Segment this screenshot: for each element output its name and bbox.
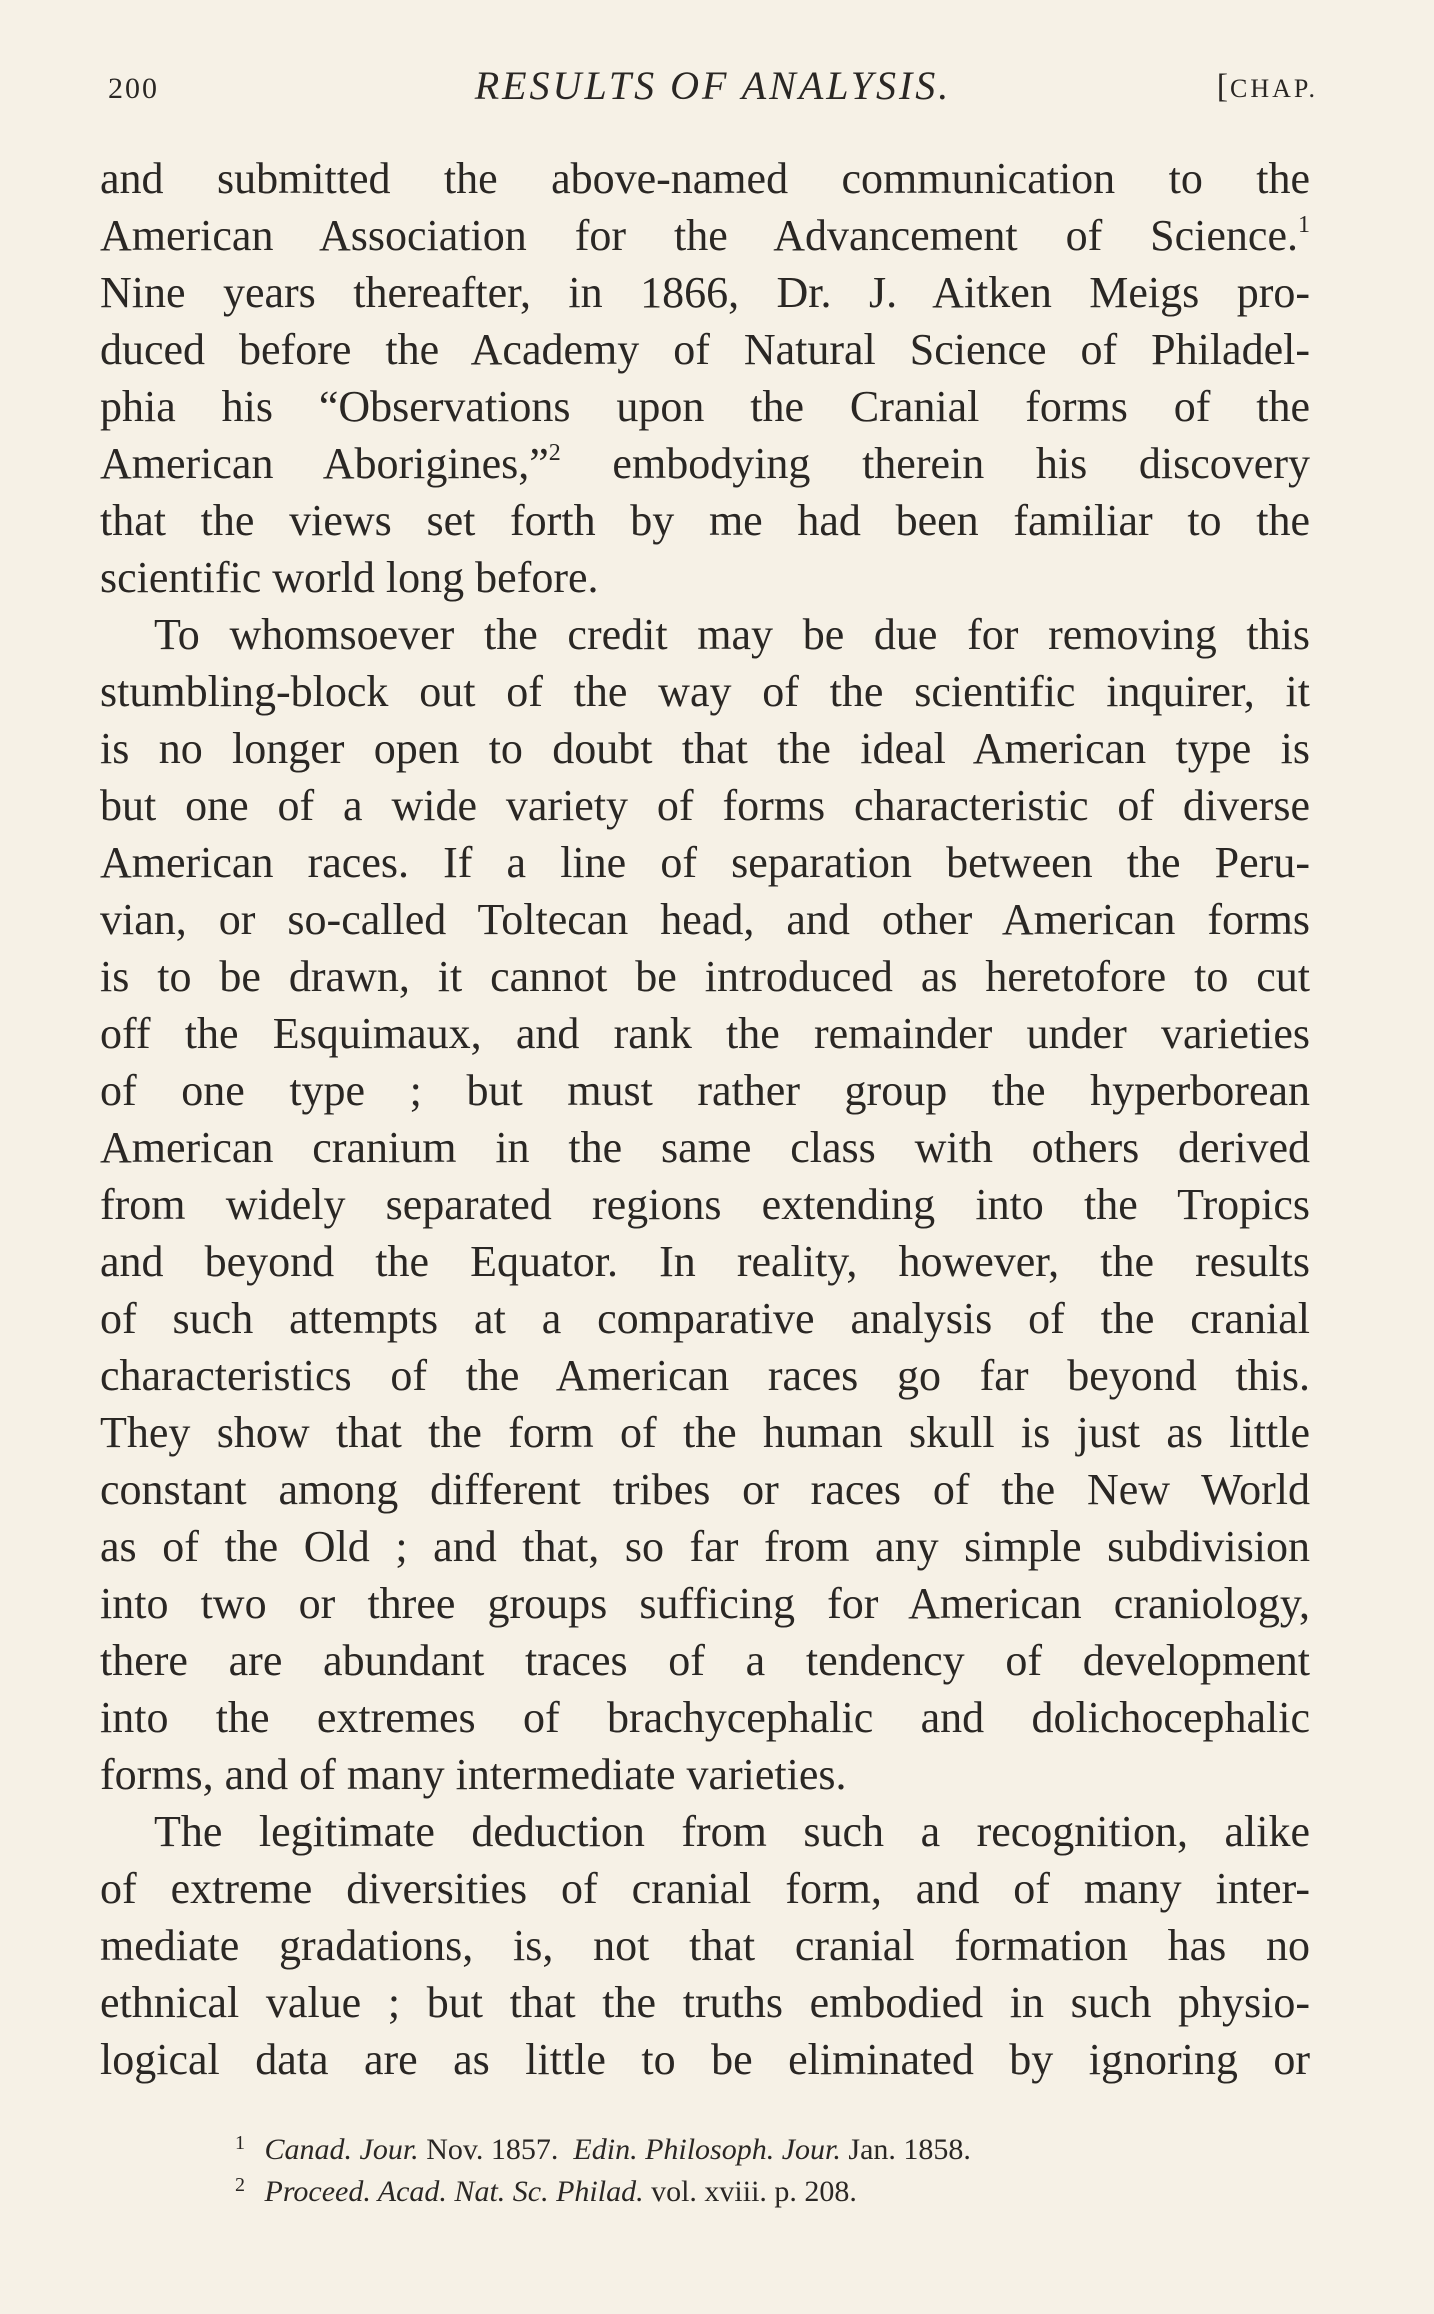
text-line: and beyond the Equator. In reality, however, the results [100, 1237, 1310, 1286]
text-line-content: American Aborigines,” [100, 439, 549, 488]
footnote-source: Canad. Jour. [264, 2133, 419, 2166]
text-line: duced before the Academy of Natural Science of Philadel- [100, 325, 1310, 374]
text-line: forms, and of many intermediate varieties. [100, 1750, 847, 1799]
footnote-2 [235, 2164, 1235, 2206]
text-line: of one type ; but must rather group the hyperborean [100, 1066, 1310, 1115]
footnote-source: Edin. Philosoph. Jour. [573, 2133, 841, 2166]
footnote-ref-1: 1 [1298, 212, 1310, 238]
text-line-content: American Association for the Advancement of Science. [100, 211, 1298, 260]
footnote-detail: vol. xviii. p. 208. [651, 2175, 857, 2208]
text-line: into two or three groups sufficing for American craniology, [100, 1579, 1310, 1628]
text-line: Nine years thereafter, in 1866, Dr. J. Aitken Meigs pro- [100, 268, 1310, 317]
page-header [108, 62, 1318, 122]
text-line: but one of a wide variety of forms characteristic of diverse [100, 781, 1310, 830]
footnote-date: Nov. 1857. [426, 2133, 559, 2166]
text-line: off the Esquimaux, and rank the remainder under varieties [100, 1009, 1310, 1058]
text-line: is to be drawn, it cannot be introduced as heretofore to cut [100, 952, 1310, 1001]
text-line [100, 207, 1310, 264]
text-line: constant among different tribes or races of the New World [100, 1465, 1310, 1514]
footnote-1 [235, 2122, 1235, 2164]
text-line: of such attempts at a comparative analysis of the cranial [100, 1294, 1310, 1343]
text-line: logical data are as little to be eliminated by ignoring or [100, 2035, 1310, 2084]
text-line: that the views set forth by me had been familiar to the [100, 496, 1310, 545]
text-line-content: embodying therein his discovery [560, 439, 1310, 488]
chapter-label [1217, 68, 1318, 106]
running-title: RESULTS OF ANALYSIS. [474, 63, 952, 108]
text-line: is no longer open to doubt that the ideal American type is [100, 724, 1310, 773]
footnote-number: 2 [235, 2174, 245, 2196]
text-line: phia his “Observations upon the Cranial forms of the [100, 382, 1310, 431]
text-line: and submitted the above-named communication to the [100, 154, 1310, 203]
footnote-source: Proceed. Acad. Nat. Sc. Philad. [264, 2175, 644, 2208]
text-line: as of the Old ; and that, so far from any simple subdivision [100, 1522, 1310, 1571]
footnote-ref-2: 2 [548, 440, 561, 466]
text-line: American races. If a line of separation between the Peru- [100, 838, 1310, 887]
text-line [100, 435, 1310, 492]
text-line: of extreme diversities of cranial form, and of many inter- [100, 1864, 1310, 1913]
text-line: stumbling-block out of the way of the scientific inquirer, it [100, 667, 1310, 716]
footnote-number: 1 [235, 2132, 245, 2154]
text-line: scientific world long before. [100, 553, 599, 602]
text-line: characteristics of the American races go far beyond this. [100, 1351, 1310, 1400]
chapter-abbrev: CHAP. [1230, 74, 1318, 103]
text-line: there are abundant traces of a tendency of development [100, 1636, 1310, 1685]
text-line: To whomsoever the credit may be due for removing this [154, 610, 1310, 659]
text-line: ethnical value ; but that the truths embodied in such physio- [100, 1978, 1310, 2027]
footnotes [235, 2122, 1235, 2206]
text-line: mediate gradations, is, not that cranial formation has no [100, 1921, 1310, 1970]
text-line: into the extremes of brachycephalic and dolichocephalic [100, 1693, 1310, 1742]
body-text [100, 150, 1310, 2088]
footnote-date: Jan. 1858. [848, 2133, 971, 2166]
text-line: American cranium in the same class with others derived [100, 1123, 1310, 1172]
text-line: vian, or so-called Toltecan head, and other American forms [100, 895, 1310, 944]
text-line: The legitimate deduction from such a recognition, alike [154, 1807, 1310, 1856]
text-line: from widely separated regions extending into the Tropics [100, 1180, 1310, 1229]
chapter-bracket: [ [1216, 68, 1231, 105]
text-line: They show that the form of the human skull is just as little [100, 1408, 1310, 1457]
page-number: 200 [108, 72, 159, 105]
